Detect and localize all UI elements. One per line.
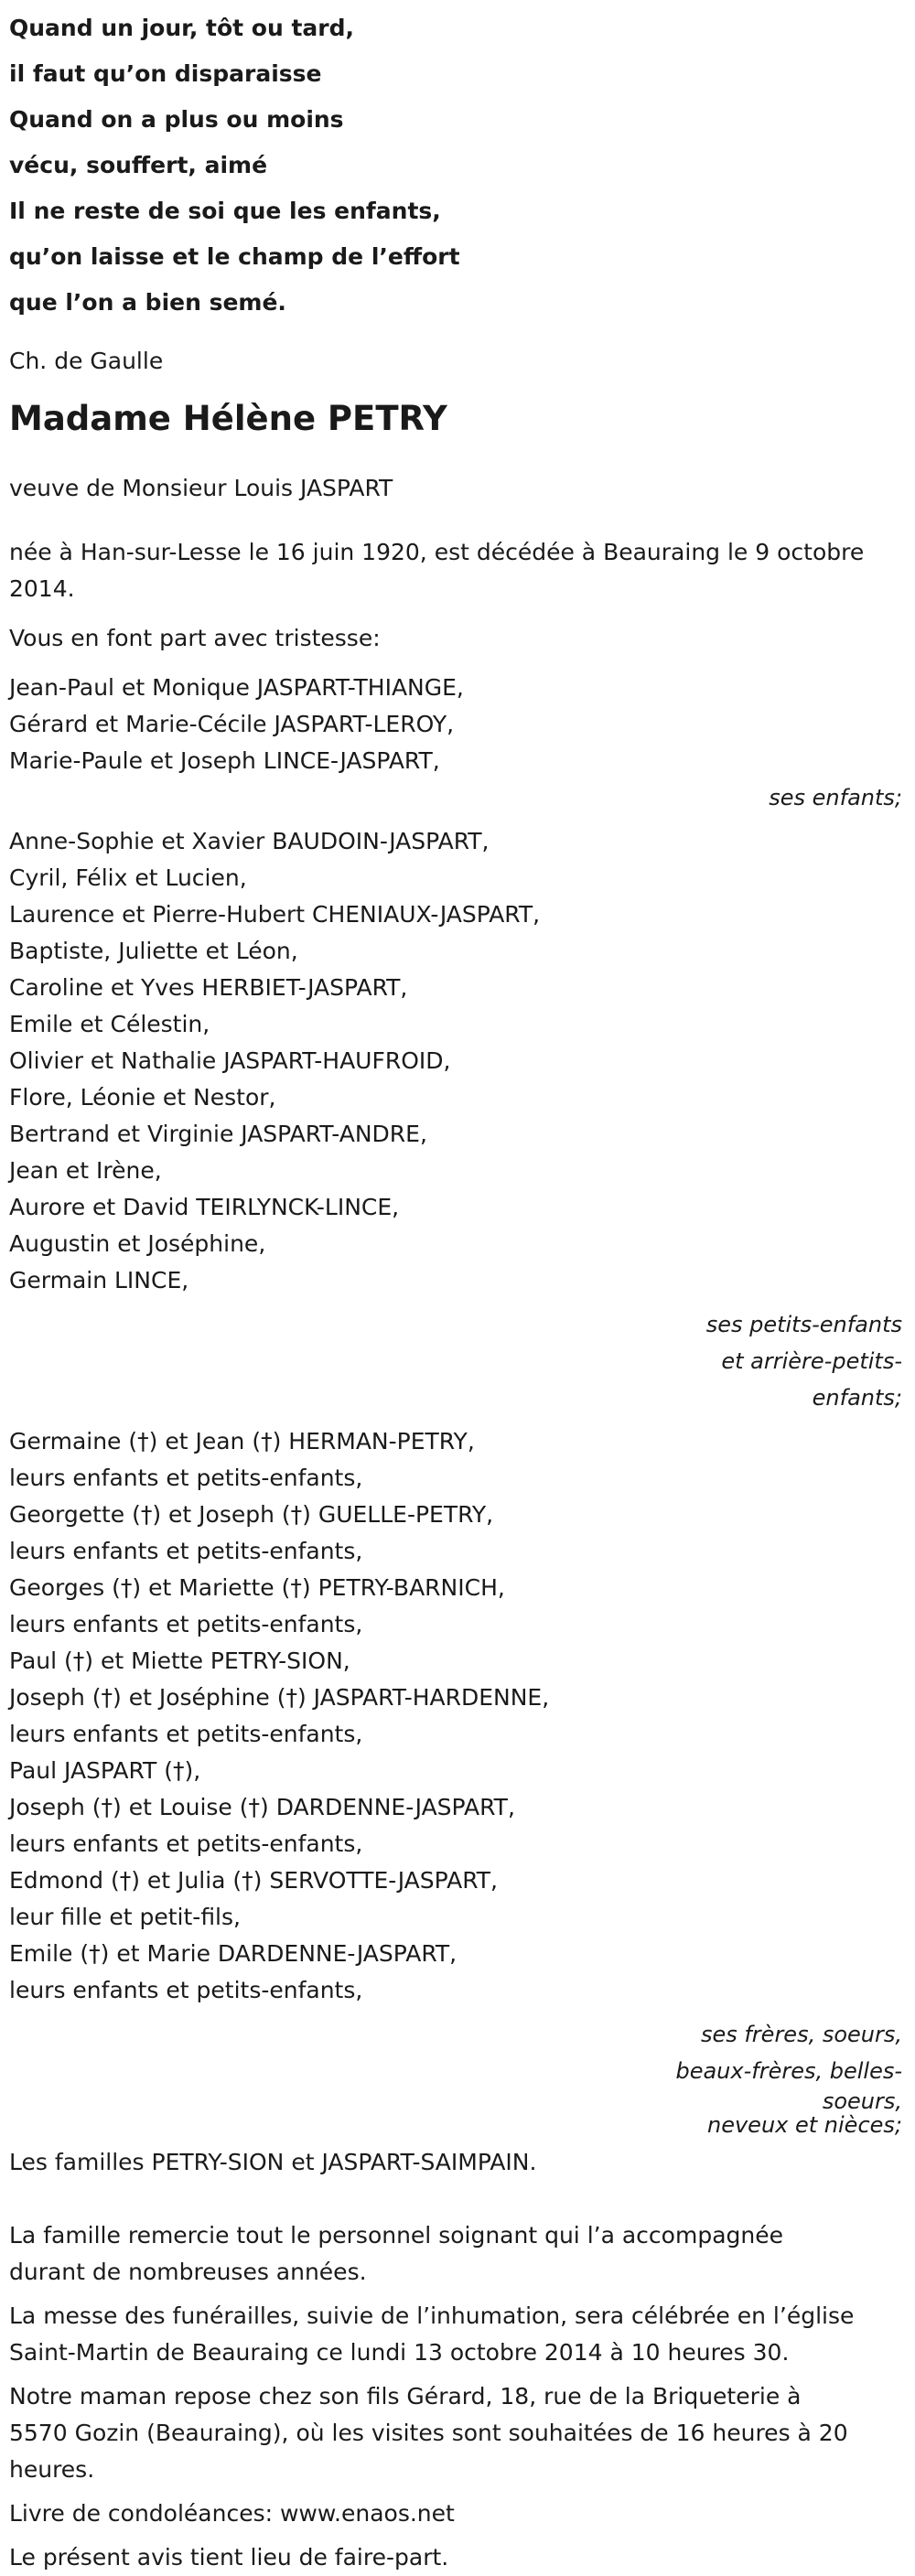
relation-line: soeurs, <box>822 2088 902 2114</box>
family-member-line: leurs enfants et petits-enfants, <box>9 1721 363 1747</box>
thanks-line: durant de nombreuses années. <box>9 2259 367 2285</box>
family-member-line: Georgette (†) et Joseph (†) GUELLE-PETRY, <box>9 1501 494 1528</box>
family-member-line: Aurore et David TEIRLYNCK-LINCE, <box>9 1194 400 1220</box>
relation-label <box>9 2016 906 2137</box>
thanks-paragraph <box>9 2217 906 2291</box>
family-member-line: Bertrand et Virginie JASPART-ANDRE, <box>9 1121 427 1147</box>
poem-line: que l’on a bien semé. <box>9 289 286 316</box>
birth-death-info <box>9 534 906 607</box>
family-member-line: Jean et Irène, <box>9 1157 162 1184</box>
relation-line: neveux et nièces; <box>707 2112 902 2138</box>
family-member-line: Augustin et Joséphine, <box>9 1230 266 1257</box>
family-member-line: Georges (†) et Mariette (†) PETRY-BARNICH, <box>9 1574 505 1601</box>
rest-line: Notre maman repose chez son fils Gérard, 18, rue de la Briqueterie à <box>9 2383 802 2410</box>
family-member-line: Edmond (†) et Julia (†) SERVOTTE-JASPART, <box>9 1867 498 1894</box>
family-member-line: Joseph (†) et Louise (†) DARDENNE-JASPART, <box>9 1794 515 1820</box>
relation-label: ses enfants; <box>769 785 902 810</box>
children-list <box>9 670 906 816</box>
poem-line: Quand on a plus ou moins <box>9 106 344 133</box>
obituary-notice <box>9 0 906 2576</box>
relation-line: ses petits-enfants <box>705 1312 902 1337</box>
family-member-line: Joseph (†) et Joséphine (†) JASPART-HARDENNE, <box>9 1684 550 1711</box>
family-member-line: Laurence et Pierre-Hubert CHENIAUX-JASPART, <box>9 901 541 928</box>
funeral-line: La messe des funérailles, suivie de l’inhumation, sera célébrée en l’église <box>9 2302 855 2329</box>
family-member-line: Germaine (†) et Jean (†) HERMAN-PETRY, <box>9 1428 475 1454</box>
birth-death-line: née à Han-sur-Lesse le 16 juin 1920, est décédée à Beauraing le 9 octobre <box>9 539 865 565</box>
grandchildren-list <box>9 823 906 1416</box>
family-member-line: Caroline et Yves HERBIET-JASPART, <box>9 974 408 1001</box>
poem-line: Il ne reste de soi que les enfants, <box>9 198 441 224</box>
funeral-paragraph <box>9 2298 906 2371</box>
poem-line: vécu, souffert, aimé <box>9 152 268 178</box>
family-member-line: Baptiste, Juliette et Léon, <box>9 938 298 964</box>
family-member-line: Anne-Sophie et Xavier BAUDOIN-JASPART, <box>9 828 490 854</box>
family-member-line: Gérard et Marie-Cécile JASPART-LEROY, <box>9 711 455 737</box>
family-member-line: Germain LINCE, <box>9 1267 189 1293</box>
poem <box>9 0 906 326</box>
family-member-line: leurs enfants et petits-enfants, <box>9 1611 363 1637</box>
relation-line: et arrière-petits- <box>721 1348 902 1374</box>
announcement: Vous en font part avec tristesse: <box>9 625 381 651</box>
relation-line: ses frères, soeurs, <box>700 2022 902 2047</box>
siblings-list <box>9 1423 906 2137</box>
family-member-line: Emile et Célestin, <box>9 1011 210 1037</box>
relation-line: enfants; <box>812 1385 902 1411</box>
family-member-line: leurs enfants et petits-enfants, <box>9 1830 363 1857</box>
relation-line: beaux-frères, belles- <box>675 2058 902 2084</box>
rest-paragraph <box>9 2378 906 2488</box>
notice-line: Le présent avis tient lieu de faire-part. <box>9 2544 449 2571</box>
widow-of: veuve de Monsieur Louis JASPART <box>9 475 393 501</box>
family-member-line: leurs enfants et petits-enfants, <box>9 1538 363 1564</box>
relation-label <box>9 1306 906 1416</box>
family-member-line: leurs enfants et petits-enfants, <box>9 1465 363 1491</box>
poem-author: Ch. de Gaulle <box>9 348 164 374</box>
thanks-line: La famille remercie tout le personnel soignant qui l’a accompagnée <box>9 2222 783 2249</box>
rest-line: 5570 Gozin (Beauraing), où les visites sont souhaitées de 16 heures à 20 <box>9 2420 848 2446</box>
family-member-line: Flore, Léonie et Nestor, <box>9 1084 276 1111</box>
poem-line: Quand un jour, tôt ou tard, <box>9 15 355 41</box>
family-member-line: Olivier et Nathalie JASPART-HAUFROID, <box>9 1047 451 1074</box>
family-member-line: Paul JASPART (†), <box>9 1757 201 1784</box>
birth-death-line: 2014. <box>9 575 75 602</box>
deceased-name: Madame Hélène PETRY <box>9 399 447 438</box>
family-member-line: Marie-Paule et Joseph LINCE-JASPART, <box>9 747 440 774</box>
poem-line: qu’on laisse et le champ de l’effort <box>9 243 460 270</box>
family-member-line: Emile (†) et Marie DARDENNE-JASPART, <box>9 1940 458 1967</box>
family-member-line: Cyril, Félix et Lucien, <box>9 864 247 891</box>
condolences-line: Livre de condoléances: www.enaos.net <box>9 2500 455 2527</box>
poem-line: il faut qu’on disparaisse <box>9 60 322 87</box>
funeral-line: Saint-Martin de Beauraing ce lundi 13 octobre 2014 à 10 heures 30. <box>9 2339 790 2366</box>
families-line: Les familles PETRY-SION et JASPART-SAIMPAIN. <box>9 2149 537 2175</box>
family-member-line: leurs enfants et petits-enfants, <box>9 1977 363 2003</box>
family-member-line: leur fille et petit-fils, <box>9 1904 241 1930</box>
rest-line: heures. <box>9 2456 95 2483</box>
family-member-line: Jean-Paul et Monique JASPART-THIANGE, <box>9 674 464 701</box>
family-member-line: Paul (†) et Miette PETRY-SION, <box>9 1648 350 1674</box>
